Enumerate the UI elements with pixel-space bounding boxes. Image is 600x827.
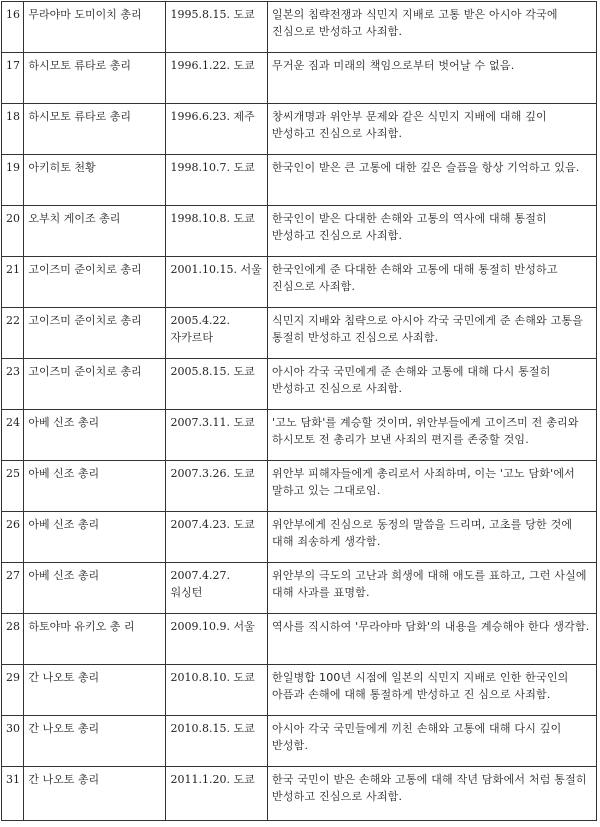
statement-content-cell: 무거운 짐과 미래의 책임으로부터 벗어날 수 없음. (268, 53, 597, 104)
date-place-cell: 2010.8.10. 도쿄 (166, 665, 268, 716)
statement-content-cell: 역사를 직시하여 '무라야마 담화'의 내용을 계승해야 한다 생각함. (268, 614, 597, 665)
speaker-name-cell: 아베 신조 총리 (24, 461, 166, 512)
statement-content-cell: 아시아 각국 국민들에게 끼친 손해와 고통에 대해 다시 깊이 반성함. (268, 716, 597, 767)
date-place-cell: 2009.10.9. 서울 (166, 614, 268, 665)
table-row (2, 104, 597, 155)
row-number-cell: 23 (2, 359, 24, 410)
speaker-name-cell: 고이즈미 준이치로 총리 (24, 308, 166, 359)
date-place-cell: 2010.8.15. 도쿄 (166, 716, 268, 767)
table-row (2, 614, 597, 665)
table-row (2, 767, 597, 821)
speaker-name-cell: 아키히토 천황 (24, 155, 166, 206)
row-number-cell: 21 (2, 257, 24, 308)
row-number-cell: 24 (2, 410, 24, 461)
statement-content-cell: 한국인이 받은 다대한 손해와 고통의 역사에 대해 통절히 반성하고 진심으로 사죄함. (268, 206, 597, 257)
table-body (2, 2, 597, 821)
table-row (2, 359, 597, 410)
statement-content-cell: 아시아 각국 국민에게 준 손해와 고통에 대해 다시 통절히 반성하고 진심으로 사죄함. (268, 359, 597, 410)
table-row (2, 206, 597, 257)
speaker-name-cell: 하시모토 류타로 총리 (24, 53, 166, 104)
apology-statements-table (1, 1, 597, 821)
speaker-name-cell: 고이즈미 준이치로 총리 (24, 359, 166, 410)
statement-content-cell: '고노 담화'를 계승할 것이며, 위안부들에게 고이즈미 전 총리와 하시모토 전 총리가 보낸 사죄의 편지를 존중할 것임. (268, 410, 597, 461)
speaker-name-cell: 오부치 게이조 총리 (24, 206, 166, 257)
table-row (2, 665, 597, 716)
table-row (2, 53, 597, 104)
row-number-cell: 18 (2, 104, 24, 155)
speaker-name-cell: 아베 신조 총리 (24, 512, 166, 563)
row-number-cell: 29 (2, 665, 24, 716)
statement-content-cell: 위안부의 극도의 고난과 희생에 대해 애도를 표하고, 그런 사실에 대해 사과를 표명함. (268, 563, 597, 614)
table-row (2, 410, 597, 461)
date-place-cell: 1995.8.15. 도쿄 (166, 2, 268, 53)
table-row (2, 461, 597, 512)
date-place-cell: 2007.4.27. 워싱턴 (166, 563, 268, 614)
speaker-name-cell: 간 나오토 총리 (24, 665, 166, 716)
speaker-name-cell: 무라야마 도미이치 총리 (24, 2, 166, 53)
statement-content-cell: 한일병합 100년 시점에 일본의 식민지 지배로 인한 한국인의 아픔과 손해에 대해 통절하게 반성하고 진 심으로 사죄함. (268, 665, 597, 716)
date-place-cell: 2005.8.15. 도쿄 (166, 359, 268, 410)
statement-content-cell: 위안부 피해자들에게 총리로서 사죄하며, 이는 '고노 담화'에서 말하고 있는 그대로임. (268, 461, 597, 512)
speaker-name-cell: 아베 신조 총리 (24, 563, 166, 614)
date-place-cell: 2005.4.22. 자카르타 (166, 308, 268, 359)
speaker-name-cell: 하토야마 유키오 총 리 (24, 614, 166, 665)
table-row (2, 308, 597, 359)
date-place-cell: 1998.10.7. 도쿄 (166, 155, 268, 206)
row-number-cell: 28 (2, 614, 24, 665)
date-place-cell: 2011.1.20. 도쿄 (166, 767, 268, 821)
row-number-cell: 22 (2, 308, 24, 359)
row-number-cell: 17 (2, 53, 24, 104)
table-row (2, 155, 597, 206)
row-number-cell: 27 (2, 563, 24, 614)
date-place-cell: 2001.10.15. 서울 (166, 257, 268, 308)
statement-content-cell: 창씨개명과 위안부 문제와 같은 식민지 지배에 대해 깊이 반성하고 진심으로 사죄함. (268, 104, 597, 155)
row-number-cell: 31 (2, 767, 24, 821)
table-row (2, 512, 597, 563)
statement-content-cell: 한국인에게 준 다대한 손해와 고통에 대해 통절히 반성하고 진심으로 사죄함. (268, 257, 597, 308)
table-row (2, 2, 597, 53)
row-number-cell: 16 (2, 2, 24, 53)
date-place-cell: 1996.6.23. 제주 (166, 104, 268, 155)
row-number-cell: 25 (2, 461, 24, 512)
statement-content-cell: 일본의 침략전쟁과 식민지 지배로 고통 받은 아시아 각국에 진심으로 반성하고 사죄함. (268, 2, 597, 53)
speaker-name-cell: 간 나오토 총리 (24, 767, 166, 821)
date-place-cell: 1998.10.8. 도쿄 (166, 206, 268, 257)
speaker-name-cell: 고이즈미 준이치로 총리 (24, 257, 166, 308)
speaker-name-cell: 아베 신조 총리 (24, 410, 166, 461)
speaker-name-cell: 간 나오토 총리 (24, 716, 166, 767)
row-number-cell: 20 (2, 206, 24, 257)
table-row (2, 563, 597, 614)
date-place-cell: 2007.3.11. 도쿄 (166, 410, 268, 461)
date-place-cell: 2007.4.23. 도쿄 (166, 512, 268, 563)
statement-content-cell: 한국 국민이 받은 손해와 고통에 대해 작년 담화에서 처럼 통절히 반성하고 진심으로 사죄함. (268, 767, 597, 821)
table-row (2, 716, 597, 767)
row-number-cell: 19 (2, 155, 24, 206)
statement-content-cell: 한국인이 받은 큰 고통에 대한 깊은 슬픔을 항상 기억하고 있음. (268, 155, 597, 206)
statement-content-cell: 식민지 지배와 침략으로 아시아 각국 국민에게 준 손해와 고통을 통절히 반성하고 진심으로 사죄함. (268, 308, 597, 359)
row-number-cell: 30 (2, 716, 24, 767)
statement-content-cell: 위안부에게 진심으로 동정의 말씀을 드리며, 고초를 당한 것에 대해 죄송하게 생각함. (268, 512, 597, 563)
date-place-cell: 2007.3.26. 도쿄 (166, 461, 268, 512)
speaker-name-cell: 하시모토 류타로 총리 (24, 104, 166, 155)
table-row (2, 257, 597, 308)
row-number-cell: 26 (2, 512, 24, 563)
date-place-cell: 1996.1.22. 도쿄 (166, 53, 268, 104)
